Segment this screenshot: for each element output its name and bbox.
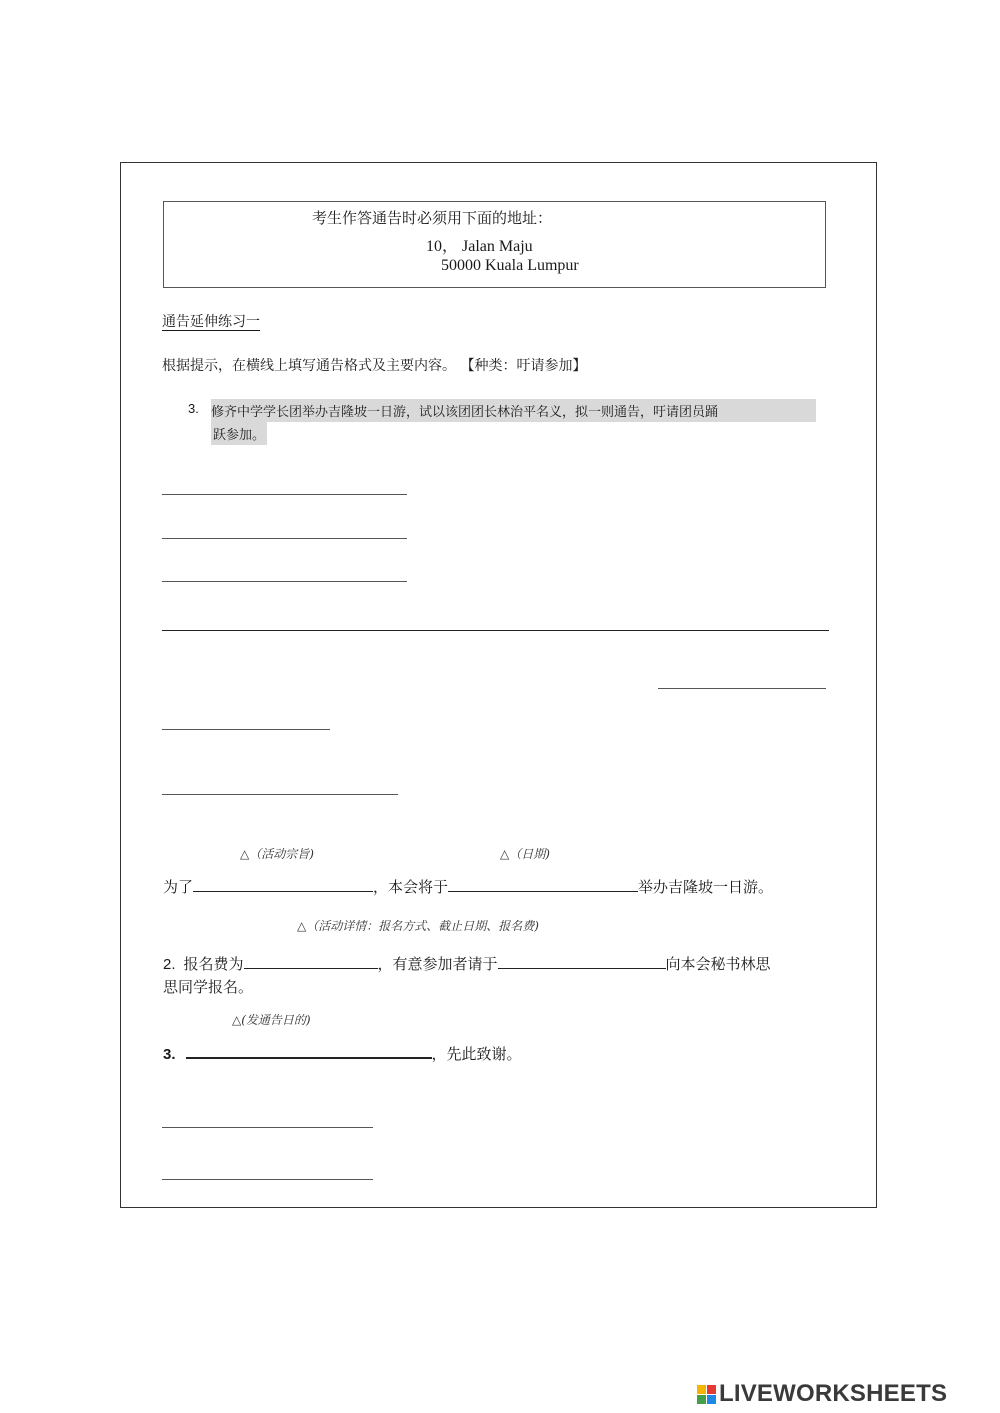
answer-line-org-name[interactable] <box>162 538 407 539</box>
blank-purpose[interactable] <box>193 877 373 892</box>
sentence-1-prefix: 为了 <box>163 878 194 896</box>
sentence-2-suffix: 向本会秘书林思 <box>665 955 771 973</box>
hint-purpose: △（活动宗旨) <box>240 847 314 861</box>
address-instruction: 考生作答通告时必须用下面的地址： <box>312 209 553 227</box>
answer-line-heading[interactable] <box>162 729 330 730</box>
sentence-2-prefix: 报名费为 <box>183 955 244 973</box>
question-text-line-2: 跃参加。 <box>211 422 267 445</box>
hint-date: △（日期) <box>500 847 550 861</box>
logo-square-2 <box>707 1385 716 1394</box>
sentence-2 <box>163 953 771 974</box>
blank-fee[interactable] <box>244 954 378 969</box>
blank-date[interactable] <box>448 877 638 892</box>
sentence-1 <box>163 876 773 897</box>
question-number: 3. <box>188 401 199 416</box>
logo-square-4 <box>707 1395 716 1404</box>
sentence-3-number: 3. <box>163 1046 176 1063</box>
logo-squares-icon <box>697 1385 716 1404</box>
answer-line-signature-title[interactable] <box>162 1179 373 1180</box>
liveworksheets-logo <box>697 1379 947 1409</box>
sentence-1-mid: ，本会将于 <box>373 878 449 896</box>
hint-notice-date: △(发通告日的) <box>232 1013 311 1027</box>
answer-line-signature-name[interactable] <box>162 1127 373 1128</box>
answer-line-date-top[interactable] <box>658 688 826 689</box>
section-divider <box>162 630 829 631</box>
answer-line-subject[interactable] <box>162 794 398 795</box>
address-line-2: 50000 Kuala Lumpur <box>441 257 579 274</box>
sentence-2-number: 2. <box>163 956 176 973</box>
logo-text: LIVEWORKSHEETS <box>719 1380 948 1407</box>
blank-registration-date[interactable] <box>498 954 666 969</box>
logo-square-3 <box>697 1395 706 1404</box>
address-line-1: 10， Jalan Maju <box>426 238 533 255</box>
answer-line-notice-title[interactable] <box>162 581 407 582</box>
sentence-2-line-2: 思同学报名。 <box>163 978 254 996</box>
blank-closing[interactable] <box>186 1043 432 1059</box>
sentence-3-suffix: ，先此致谢。 <box>431 1045 522 1063</box>
logo-square-1 <box>697 1385 706 1394</box>
question-text-line-1: 修齐中学学长团举办吉隆坡一日游，试以该团团长林治平名义，拟一则通告，吁请团员踊 <box>211 399 816 422</box>
sentence-3 <box>163 1043 522 1064</box>
hint-details: △（活动详情：报名方式、截止日期、报名费) <box>297 919 539 933</box>
exercise-title: 通告延伸练习一 <box>162 314 260 330</box>
answer-line-school-name[interactable] <box>162 494 407 495</box>
sentence-2-mid: ，有意参加者请于 <box>377 955 498 973</box>
sentence-1-suffix: 举办吉隆坡一日游。 <box>638 878 774 896</box>
exercise-instruction: 根据提示，在横线上填写通告格式及主要内容。 【种类：吁请参加】 <box>162 358 587 374</box>
